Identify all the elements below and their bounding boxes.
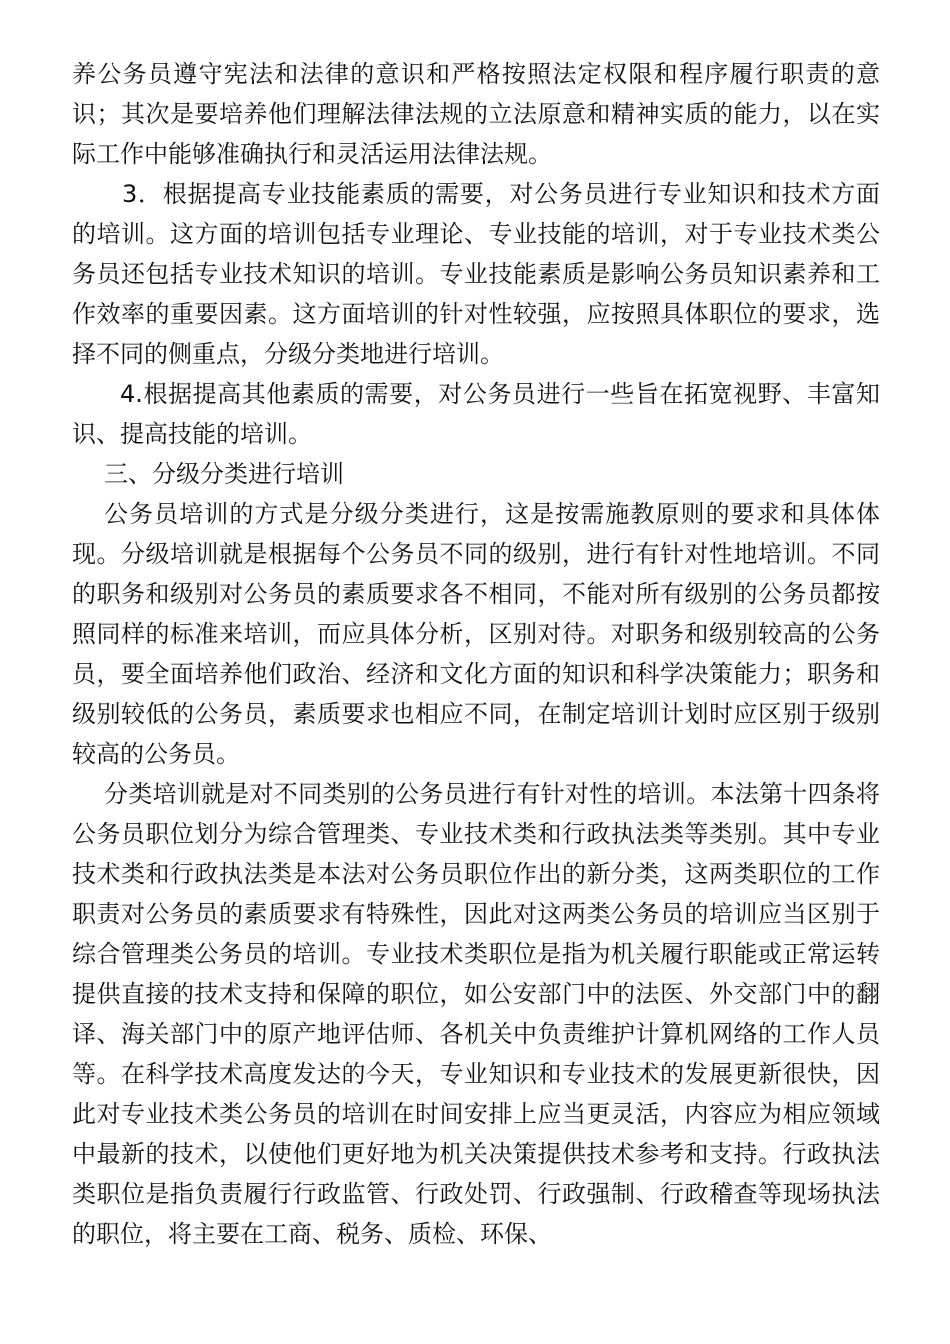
paragraph-4: 公务员培训的方式是分级分类进行，这是按需施教原则的要求和具体体现。分级培训就是根据每个公务员不同的级别，进行有针对性地培训。不同的职务和级别对公务员的素质要求各不相同，不能对所有级别的公务员都按照同样的标准来培训，而应具体分析，区别对待。对职务和级别较高的公务员，要全面培养他们政治、经济和文化方面的知识和科学决策能力；职务和级别较低的公务员，素质要求也相应不同，在制定培训计划时应区别于级别较高的公务员。 [72, 500, 880, 768]
paragraph-3: 4.根据提高其他素质的需要，对公务员进行一些旨在拓宽视野、丰富知识、提高技能的培训。 [72, 380, 880, 448]
paragraph-2: 3．根据提高专业技能素质的需要，对公务员进行专业知识和技术方面的培训。这方面的培训包括专业理论、专业技能的培训，对于专业技术类公务员还包括专业技术知识的培训。专业技能素质是影响公务员知识素养和工作效率的重要因素。这方面培训的针对性较强，应按照具体职位的要求，选择不同的侧重点，分级分类地进行培训。 [72, 180, 880, 368]
document-body [72, 54, 880, 1254]
paragraph-1: 养公务员遵守宪法和法律的意识和严格按照法定权限和程序履行职责的意识；其次是要培养他们理解法律法规的立法原意和精神实质的能力，以在实际工作中能够准确执行和灵活运用法律法规。 [72, 60, 880, 168]
section-heading: 三、分级分类进行培训 [104, 460, 344, 488]
paragraph-5: 分类培训就是对不同类别的公务员进行有针对性的培训。本法第十四条将公务员职位划分为综合管理类、专业技术类和行政执法类等类别。其中专业技术类和行政执法类是本法对公务员职位作出的新分类，这两类职位的工作职责对公务员的素质要求有特殊性，因此对这两类公务员的培训应当区别于综合管理类公务员的培训。专业技术类职位是指为机关履行职能或正常运转提供直接的技术支持和保障的职位，如公安部门中的法医、外交部门中的翻译、海关部门中的原产地评估师、各机关中负责维护计算机网络的工作人员等。在科学技术高度发达的今天，专业知识和专业技术的发展更新很快，因此对专业技术类公务员的培训在时间安排上应当更灵活，内容应为相应领域中最新的技术，以使他们更好地为机关决策提供技术参考和支持。行政执法类职位是指负责履行行政监管、行政处罚、行政强制、行政稽查等现场执法的职位，将主要在工商、税务、质检、环保、 [72, 780, 880, 1248]
